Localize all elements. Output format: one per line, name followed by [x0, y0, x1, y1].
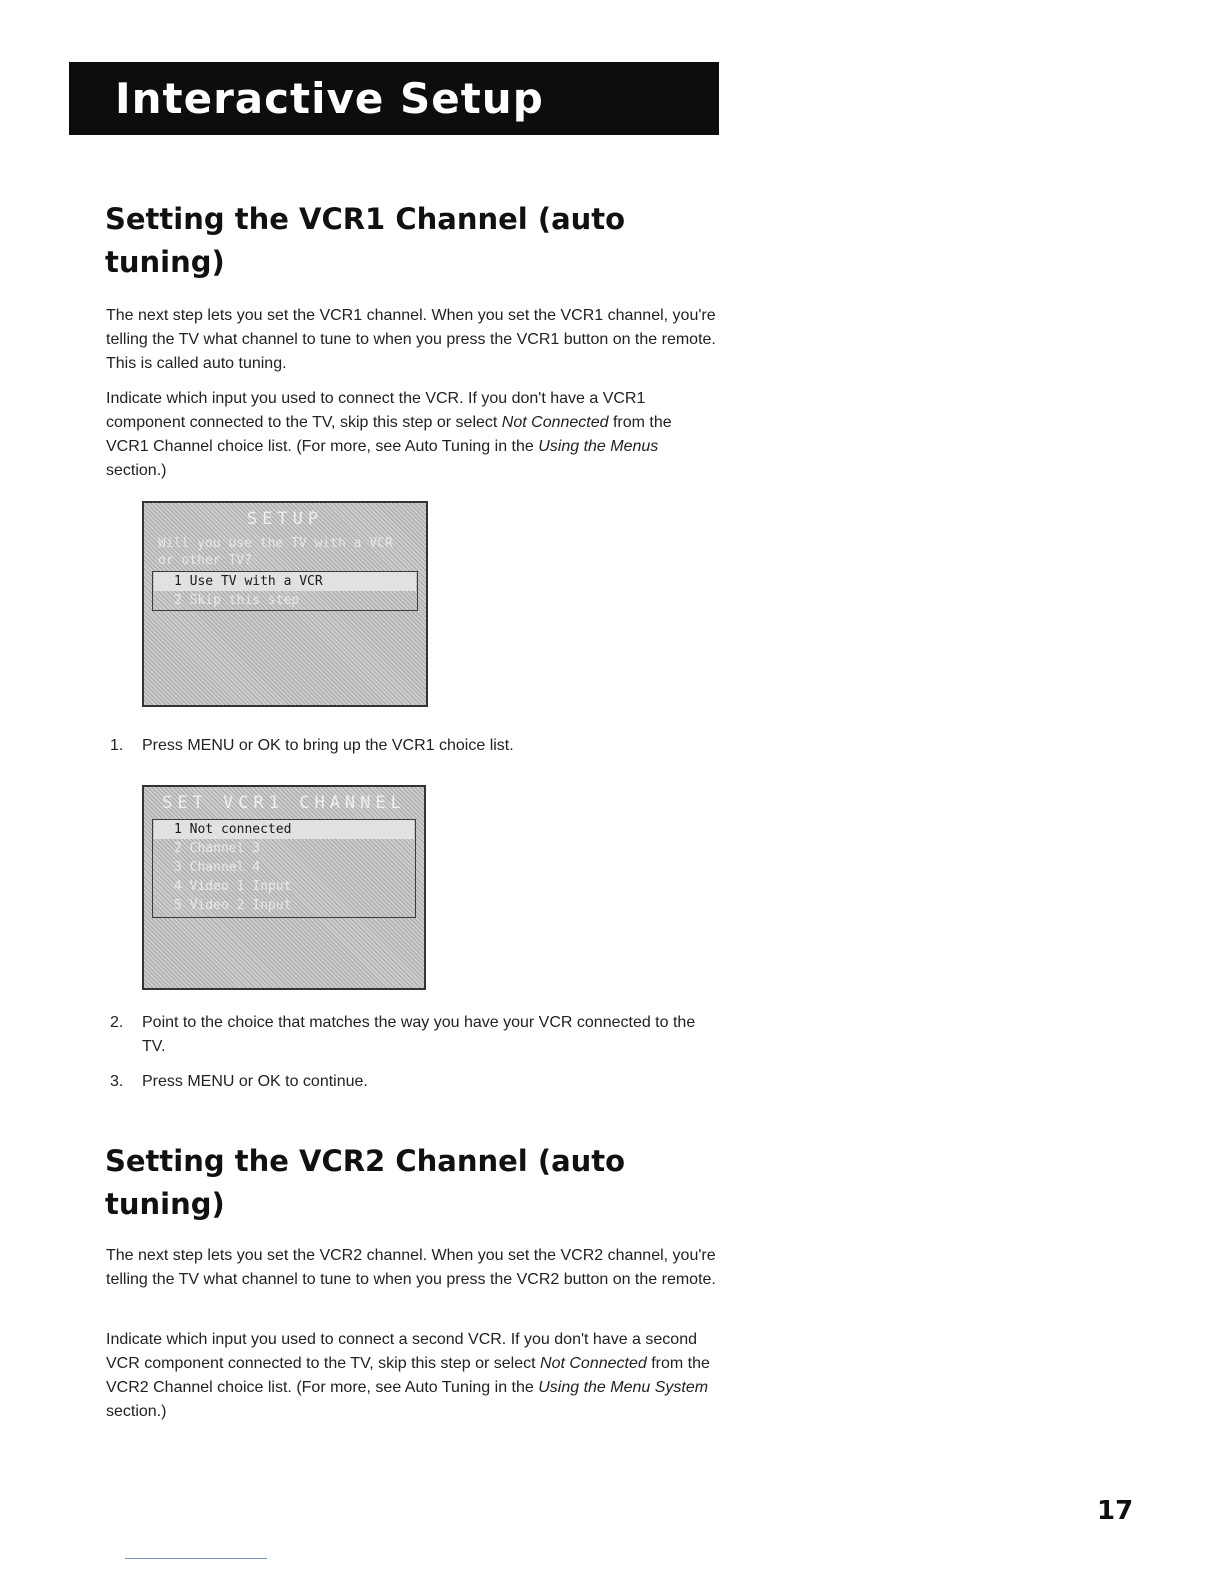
paragraph-text: Indicate which input you used to connect a second VCR. If you don't have a second VCR component connected to the TV, skip this step or select	[106, 1331, 697, 1372]
paragraph-text: Indicate which input you used to connect the VCR. If you don't have a VCR1 component connected to the TV, skip this step or select	[106, 390, 646, 431]
section1-heading: Setting the VCR1 Channel (auto tuning)	[105, 202, 626, 279]
screen-option-list	[152, 571, 418, 611]
step-number: 1.	[110, 737, 124, 754]
paragraph-text: from the VCR1 Channel choice list. (For more, see Auto Tuning in the	[106, 414, 672, 455]
emphasis-not-connected: Not Connected	[501, 414, 609, 431]
emphasis-using-the-menus: Using the Menus	[538, 438, 659, 455]
step-text: Press MENU or OK to continue.	[142, 1073, 368, 1090]
vcr1-channel-screen-image	[142, 785, 426, 990]
screen-prompt: or other TV?	[158, 553, 252, 568]
step-text: Press MENU or OK to bring up the VCR1 choice list.	[142, 737, 514, 754]
emphasis-using-the-menu-system: Using the Menu System	[538, 1379, 709, 1396]
step-text: Point to the choice that matches the way you have your VCR connected to the TV.	[142, 1014, 696, 1055]
screen-title: SETUP	[246, 509, 324, 529]
section2-paragraph-2	[106, 1328, 716, 1424]
section1-paragraph-1: The next step lets you set the VCR1 channel. When you set the VCR1 channel, you're telling the TV what channel to tune to when you press the VCR1 button on the remote. This is called auto tuning.	[106, 307, 716, 372]
screen-prompt: Will you use the TV with a VCR	[158, 536, 393, 551]
screen-option: 4 Video 1 Input	[174, 879, 292, 894]
section-banner	[69, 62, 719, 135]
setup-screen-image	[142, 501, 428, 707]
screen-option-list	[152, 819, 416, 918]
emphasis-not-connected: Not Connected	[540, 1355, 647, 1372]
step-number: 3.	[110, 1073, 124, 1090]
banner-title: Interactive Setup	[115, 74, 544, 123]
section1-paragraph-2	[106, 387, 716, 483]
section2-paragraph-1: The next step lets you set the VCR2 channel. When you set the VCR2 channel, you're telling the TV what channel to tune to when you press the VCR2 button on the remote.	[106, 1247, 716, 1288]
page-number: 17	[1097, 1496, 1134, 1526]
paragraph-text: section.)	[106, 462, 167, 479]
screen-option: 2 Skip this step	[174, 593, 300, 608]
screen-option: 5 Video 2 Input	[174, 898, 292, 913]
screen-option: 3 Channel 4	[174, 860, 261, 875]
screen-option-selected: 1 Use TV with a VCR	[154, 572, 416, 591]
section2-heading: Setting the VCR2 Channel (auto tuning)	[105, 1144, 626, 1221]
step-number: 2.	[110, 1014, 124, 1031]
screen-option-selected: 1 Not connected	[154, 820, 414, 839]
paragraph-text: from the VCR2 Channel choice list. (For more, see Auto Tuning in the	[106, 1355, 710, 1396]
screen-title: SET VCR1 CHANNEL	[162, 793, 406, 813]
screen-option: 2 Channel 3	[174, 841, 261, 856]
footer-rule	[125, 1558, 267, 1559]
paragraph-text: section.)	[106, 1403, 167, 1420]
